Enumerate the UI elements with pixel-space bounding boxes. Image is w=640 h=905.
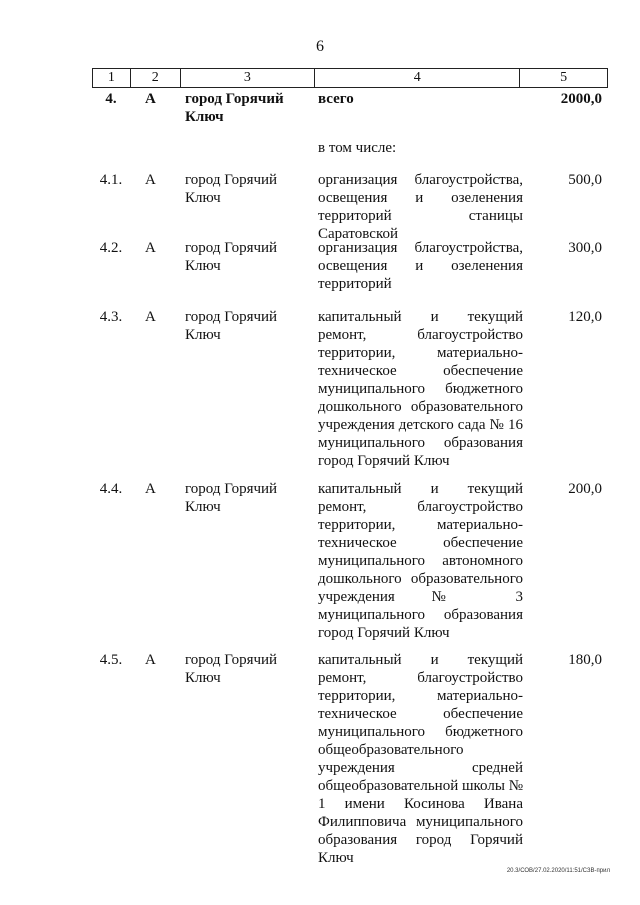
column-number-header (92, 68, 608, 88)
row-category: А (145, 91, 156, 107)
document-registration-code: 20.3/СОВ/27.02.2020/11:51/СЗВ-прил (506, 868, 610, 874)
row-number: 4.5. (99, 652, 123, 668)
row-number: 4. (105, 91, 117, 107)
row-place: город Горячий Ключ (185, 91, 284, 125)
page-number: 6 (316, 38, 324, 55)
row-description: всего (318, 91, 354, 107)
row-description: капитальный и текущий ремонт, благоустройство территории, материально-техническое обеспечение муниципального автономного дошкольного образовательного учреждения № 3 муниципального образования город Горячий Ключ (318, 481, 523, 641)
row-amount: 200,0 (568, 481, 602, 497)
row-description: капитальный и текущий ремонт, благоустройство территории, материально-техническое обеспечение муниципального бюджетного дошкольного образовательного учреждения детского сада № 16 муниципального образования город Горячий Ключ (318, 309, 523, 469)
row-number: 4.2. (99, 240, 123, 256)
column-header-1: 1 (93, 69, 131, 87)
row-place: город Горячий Ключ (185, 309, 278, 343)
row-category: А (145, 481, 156, 497)
row-place: город Горячий Ключ (185, 481, 278, 515)
row-amount: 120,0 (568, 309, 602, 325)
row-description: организация благоустройства, освещения и озеленения территорий (318, 240, 523, 292)
row-place: город Горячий Ключ (185, 240, 278, 274)
row-number: 4.1. (99, 172, 123, 188)
row-amount: 2000,0 (560, 91, 602, 107)
row-amount: 500,0 (568, 172, 602, 188)
column-header-5: 5 (560, 70, 568, 85)
row-description: организация благоустройства, освещения и озеленения территорий станицы Саратовской (318, 172, 523, 242)
column-header-4: 4 (315, 69, 520, 87)
row-place: город Горячий Ключ (185, 172, 278, 206)
row-amount: 180,0 (568, 652, 602, 668)
row-number: 4.4. (99, 481, 123, 497)
column-header-3: 3 (181, 69, 315, 87)
row-number: 4.3. (99, 309, 123, 325)
row-description: в том числе: (318, 140, 397, 156)
row-category: А (145, 652, 156, 668)
row-description: капитальный и текущий ремонт, благоустройство территории, материально-техническое обеспечение муниципального бюджетного общеобразовательного учреждения средней общеобразовательной школы № 1 имени Косинова Ивана Филипповича муниципального образования город Горячий Ключ (318, 652, 523, 866)
column-header-2: 2 (131, 69, 181, 87)
row-place: город Горячий Ключ (185, 652, 278, 686)
row-category: А (145, 172, 156, 188)
row-category: А (145, 309, 156, 325)
row-amount: 300,0 (568, 240, 602, 256)
row-category: А (145, 240, 156, 256)
